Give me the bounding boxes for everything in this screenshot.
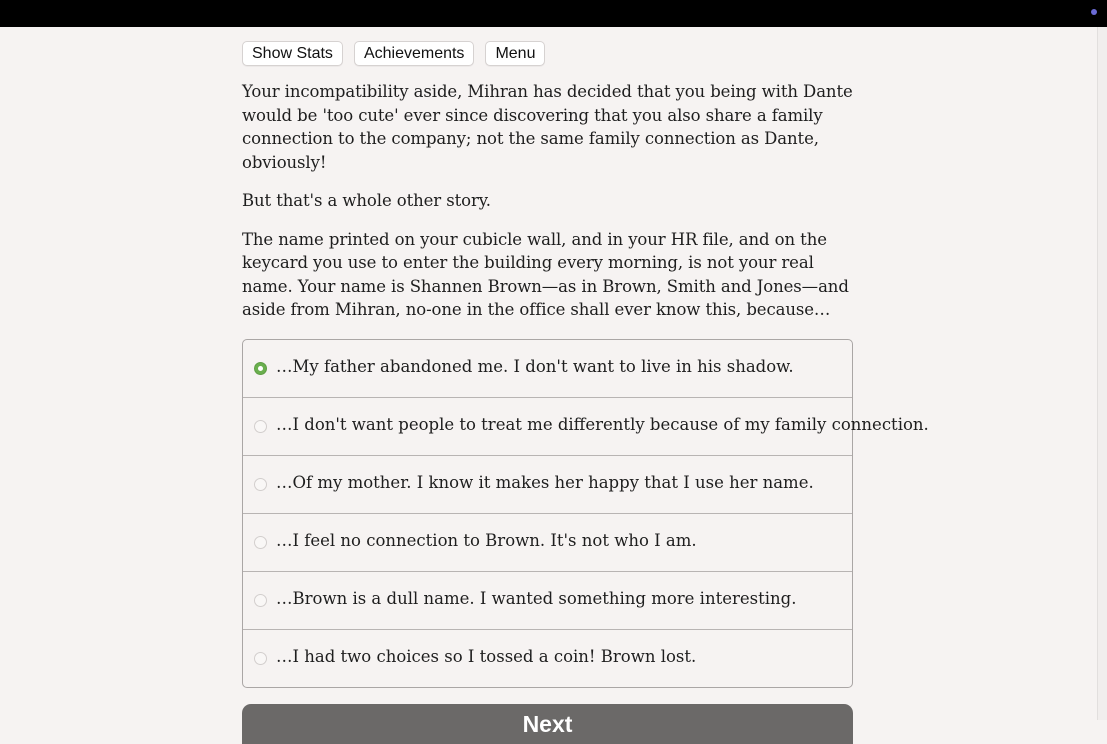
- radio-button[interactable]: [254, 536, 267, 549]
- radio-button[interactable]: [254, 420, 267, 433]
- choice-option[interactable]: [243, 513, 852, 571]
- story-paragraph: Your incompatibility aside, Mihran has decided that you being with Dante would be 'too cute' ever since discovering that you also share a family connection to the company; not the same family connection as Dante, obviously!: [242, 82, 853, 172]
- toolbar: [242, 41, 853, 66]
- status-dot-icon: [1091, 9, 1097, 15]
- main-content: [242, 41, 929, 744]
- choice-label: …I feel no connection to Brown. It's not who I am.: [276, 530, 697, 550]
- story-paragraph: The name printed on your cubicle wall, and in your HR file, and on the keycard you use to enter the building every morning, is not your real name. Your name is Shannen Brown—as in Brown, Smith and Jones—and aside from Mihran, no-one in the office shall ever know this, because…: [242, 229, 849, 319]
- story-text: [242, 80, 853, 322]
- radio-button[interactable]: [254, 652, 267, 665]
- choice-option[interactable]: [243, 571, 852, 629]
- choice-option[interactable]: [243, 340, 852, 397]
- choice-option[interactable]: [243, 629, 852, 687]
- radio-button[interactable]: [254, 362, 267, 375]
- radio-button[interactable]: [254, 594, 267, 607]
- top-bar: [0, 0, 1107, 27]
- choice-label: …I don't want people to treat me differently because of my family connection.: [276, 414, 929, 434]
- story-paragraph: But that's a whole other story.: [242, 191, 491, 210]
- scrollbar[interactable]: [1097, 27, 1107, 720]
- choice-option[interactable]: [243, 455, 852, 513]
- achievements-button[interactable]: Achievements: [354, 41, 475, 66]
- choice-option[interactable]: [243, 397, 929, 455]
- radio-button[interactable]: [254, 478, 267, 491]
- show-stats-button[interactable]: Show Stats: [242, 41, 343, 66]
- choice-label: …Of my mother. I know it makes her happy that I use her name.: [276, 472, 814, 492]
- choice-label: …My father abandoned me. I don't want to live in his shadow.: [276, 356, 794, 376]
- menu-button[interactable]: Menu: [485, 41, 545, 66]
- game-page: [0, 27, 1107, 737]
- choice-list: [242, 339, 929, 688]
- choice-label: …Brown is a dull name. I wanted something more interesting.: [276, 588, 797, 608]
- choice-label: …I had two choices so I tossed a coin! Brown lost.: [276, 646, 697, 666]
- next-button[interactable]: Next: [242, 704, 853, 744]
